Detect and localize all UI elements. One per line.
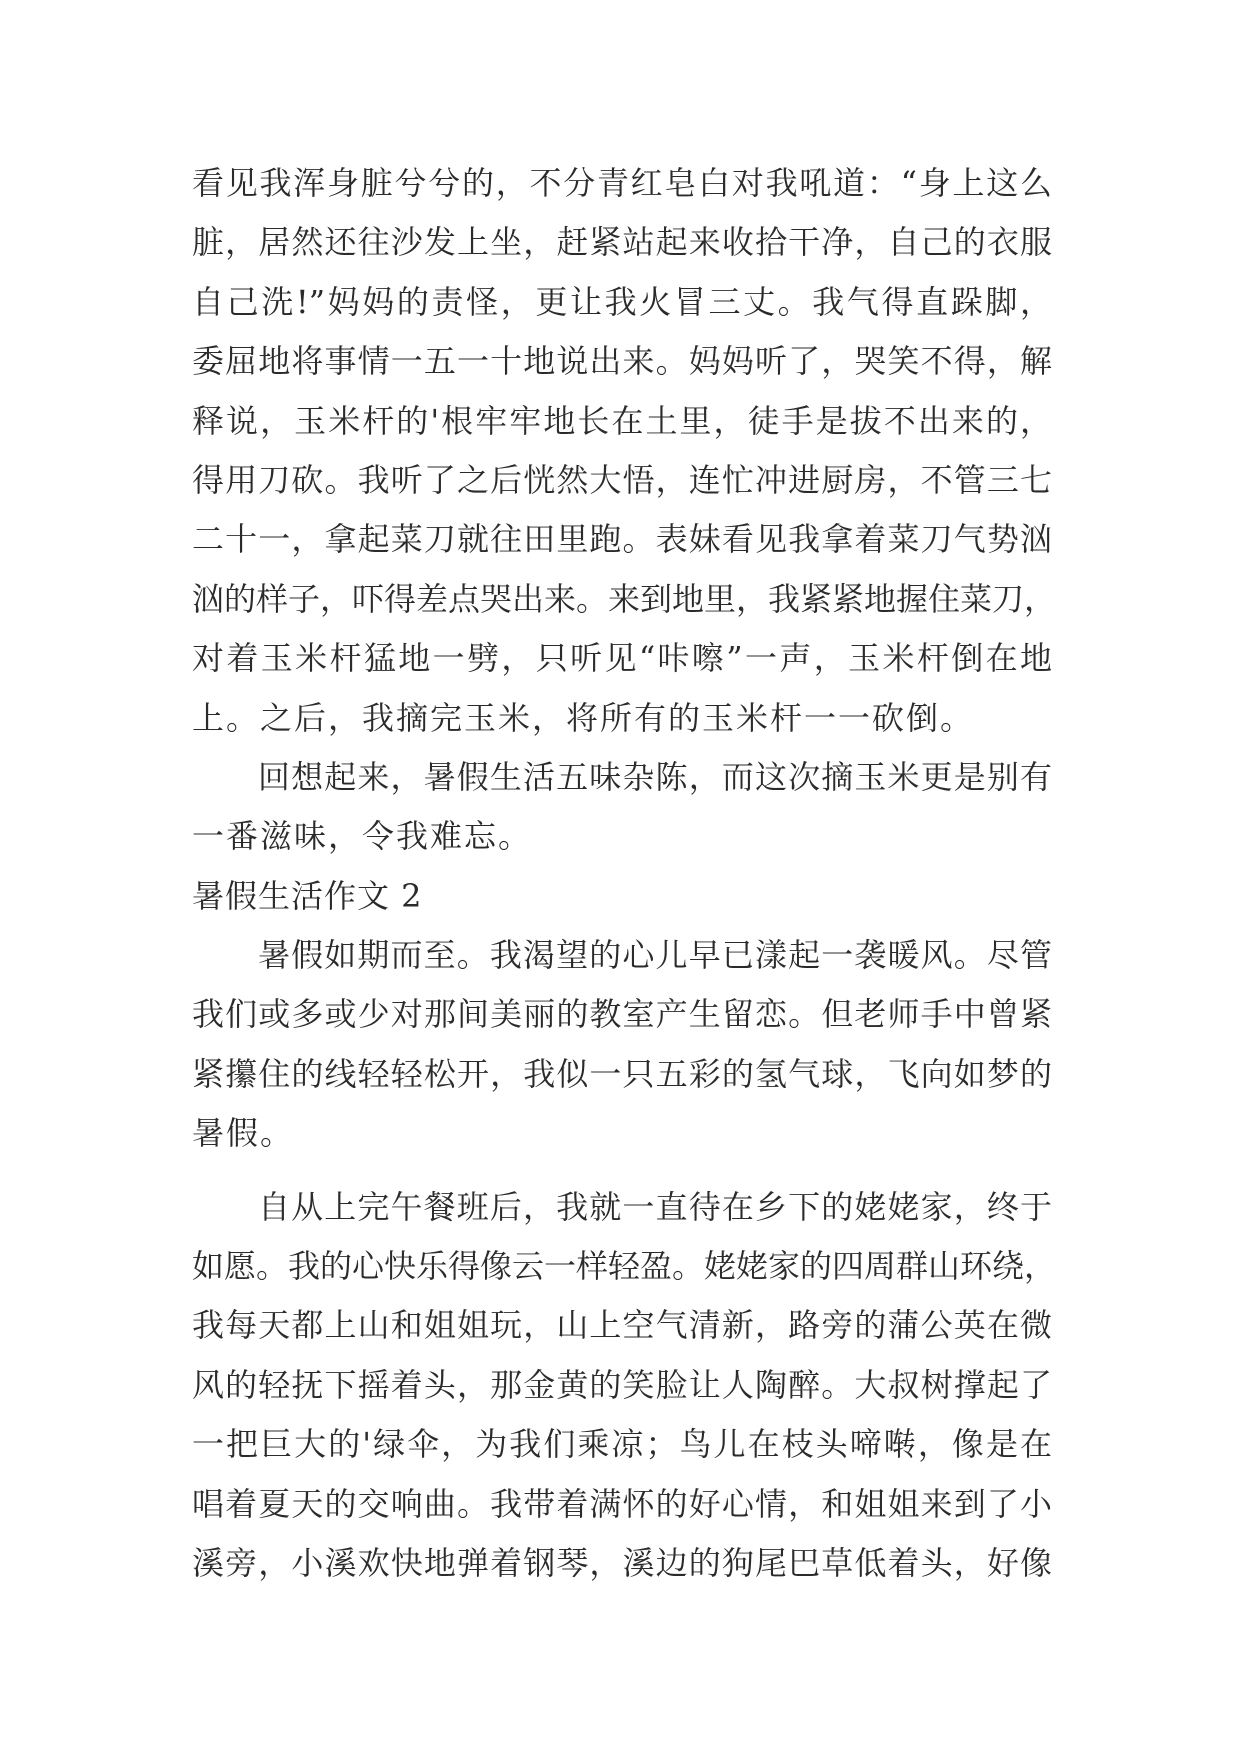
text-line: 自己洗!”妈妈的责怪，更让我火冒三丈。我气得直跺脚， — [192, 282, 1052, 321]
text-line: 一把巨大的'绿伞，为我们乘凉；鸟儿在枝头啼啭，像是在 — [192, 1425, 1052, 1464]
text-line: 汹的样子，吓得差点哭出来。来到地里，我紧紧地握住菜刀， — [192, 579, 1057, 618]
text-line: 对着玉米杆猛地一劈，只听见“咔嚓”一声，玉米杆倒在地 — [192, 639, 1052, 678]
text-line: 紧攥住的线轻轻松开，我似一只五彩的氢气球，飞向如梦的 — [192, 1054, 1052, 1093]
paragraph — [192, 1178, 1057, 1594]
text-line: 风的轻抚下摇着头，那金黄的笑脸让人陶醉。大叔树撑起了 — [192, 1365, 1052, 1404]
text-line: 暑假如期而至。我渴望的心儿早已漾起一袭暖风。尽管 — [258, 936, 1052, 975]
text-line: 委屈地将事情一五一十地说出来。妈妈听了，哭笑不得，解 — [192, 342, 1052, 381]
text-line: 释说，玉米杆的'根牢牢地长在土里，徒手是拔不出来的， — [192, 401, 1052, 440]
text-line: 我每天都上山和姐姐玩，山上空气清新，路旁的蒲公英在微 — [192, 1306, 1052, 1345]
text-line: 看见我浑身脏兮兮的，不分青红皂白对我吼道：“身上这么 — [192, 164, 1052, 202]
text-line: 得用刀砍。我听了之后恍然大悟，连忙冲进厨房，不管三七 — [192, 460, 1052, 499]
text-line: 溪旁，小溪欢快地弹着钢琴，溪边的狗尾巴草低着头，好像 — [192, 1543, 1052, 1582]
paragraph-continued — [192, 154, 1057, 748]
text-line: 唱着夏天的交响曲。我带着满怀的好心情，和姐姐来到了小 — [192, 1484, 1052, 1523]
text-line: 脏，居然还往沙发上坐，赶紧站起来收拾干净，自己的衣服 — [192, 223, 1052, 262]
text-line: 如愿。我的心快乐得像云一样轻盈。姥姥家的四周群山环绕， — [192, 1247, 1057, 1286]
text-line: 暑假。 — [192, 1114, 295, 1153]
text-line: 二十一，拿起菜刀就往田里跑。表妹看见我拿着菜刀气势汹 — [192, 520, 1052, 559]
paragraph-conclusion — [192, 748, 1052, 867]
essay-title: 暑假生活作文 2 — [192, 876, 423, 915]
essay-text — [192, 154, 1057, 1593]
text-line: 上。之后，我摘完玉米，将所有的玉米杆一一砍倒。 — [192, 698, 975, 737]
text-line: 自从上完午餐班后，我就一直待在乡下的姥姥家，终于 — [258, 1187, 1052, 1226]
text-line: 我们或多或少对那间美丽的教室产生留恋。但老师手中曾紧 — [192, 995, 1052, 1034]
text-line: 一番滋味，令我难忘。 — [192, 817, 533, 856]
paragraph — [192, 926, 1052, 1164]
text-line: 回想起来，暑假生活五味杂陈，而这次摘玉米更是别有 — [258, 757, 1052, 796]
